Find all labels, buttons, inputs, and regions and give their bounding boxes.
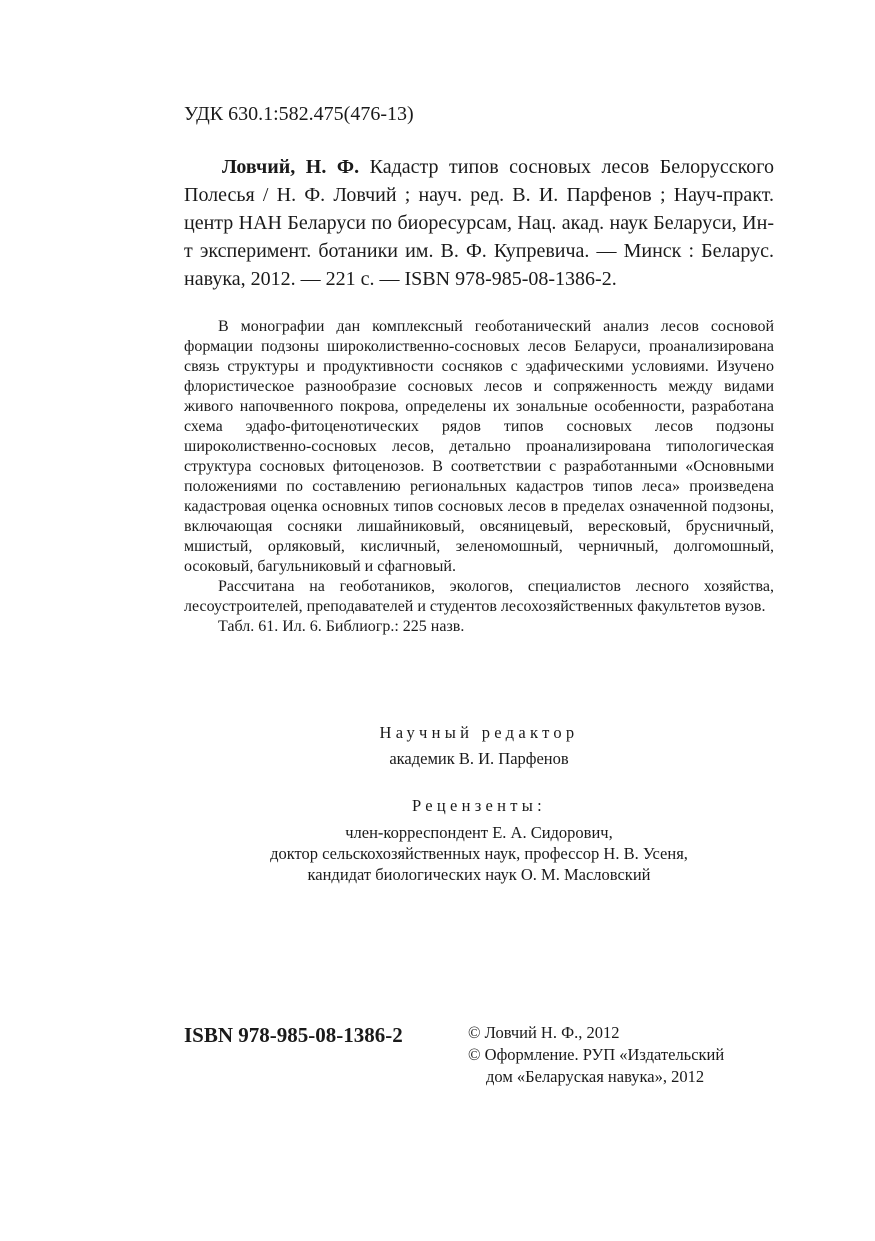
reviewer-line: доктор сельскохозяйственных наук, профессор Н. В. Усеня, — [270, 844, 688, 863]
editor-name: академик В. И. Парфенов — [389, 749, 569, 768]
abstract-paragraph: Рассчитана на геоботаников, экологов, специалистов лесного хозяйства, лесоустроителей, преподавателей и студентов лесохозяйственных факультетов вузов. — [184, 578, 774, 615]
reviewer-line: член-корреспондент Е. А. Сидорович, — [345, 823, 613, 842]
abstract-paragraph: В монографии дан комплексный геоботанический анализ лесов сосновой формации подзоны широколиственно-сосновых лесов Беларуси, проанализирована связь структуры и продуктивности сосняков с эдафическими условиями. Изучено флористическое разнообразие сосновых лесов и сопряженность между видами живого напочвенного покрова, определены их зональные особенности, разработана схема эдафо-фитоценотических рядов типов сосновых лесов подзоны широколиственно-сосновых лесов, детально проанализирована типологическая структура сосновых фитоценозов. В соответствии с разработанными «Основными положениями по составлению региональных кадастров типов леса» произведена кадастровая оценка основных типов сосновых лесов в пределах означенной подзоны, включающая сосняки лишайниковый, овсяницевый, вересковый, брусничный, мшистый, орляковый, кисличный, зеленомошный, черничный, долгомошный, осоковый, багульниковый и сфагновый. — [184, 318, 774, 575]
copyright-design: © Оформление. РУП «Издательский — [468, 1045, 725, 1064]
reviewers-list — [184, 822, 774, 885]
bibliographic-description: Кадастр типов сосновых лесов Белорусского Полесья / Н. Ф. Ловчий ; науч. ред. В. И. Парфенов ; Науч-практ. центр НАН Беларуси по биоресурсам, Нац. акад. наук Беларуси, Ин-т эксперимент. ботаники им. В. Ф. Купревича. — Минск : Беларус. навука, 2012. — 221 с. — ISBN 978-985-08-1386-2. — [184, 156, 774, 290]
copyright-author: © Ловчий Н. Ф., 2012 — [468, 1023, 620, 1042]
abstract — [184, 317, 774, 637]
isbn: ISBN 978-985-08-1386-2 — [184, 1023, 403, 1047]
udk-code: УДК 630.1:582.475(476-13) — [184, 103, 414, 125]
bibliographic-record — [184, 153, 774, 293]
copyright-block — [468, 1022, 724, 1088]
copyright-publisher: дом «Беларуская навука», 2012 — [486, 1067, 705, 1086]
reviewer-line: кандидат биологических наук О. М. Масловский — [307, 865, 651, 884]
abstract-stats: Табл. 61. Ил. 6. Библиогр.: 225 назв. — [218, 618, 465, 635]
editor-heading: Научный редактор — [379, 723, 579, 742]
reviewers-heading: Рецензенты: — [411, 796, 547, 815]
author-name: Ловчий, Н. Ф. — [222, 156, 360, 178]
